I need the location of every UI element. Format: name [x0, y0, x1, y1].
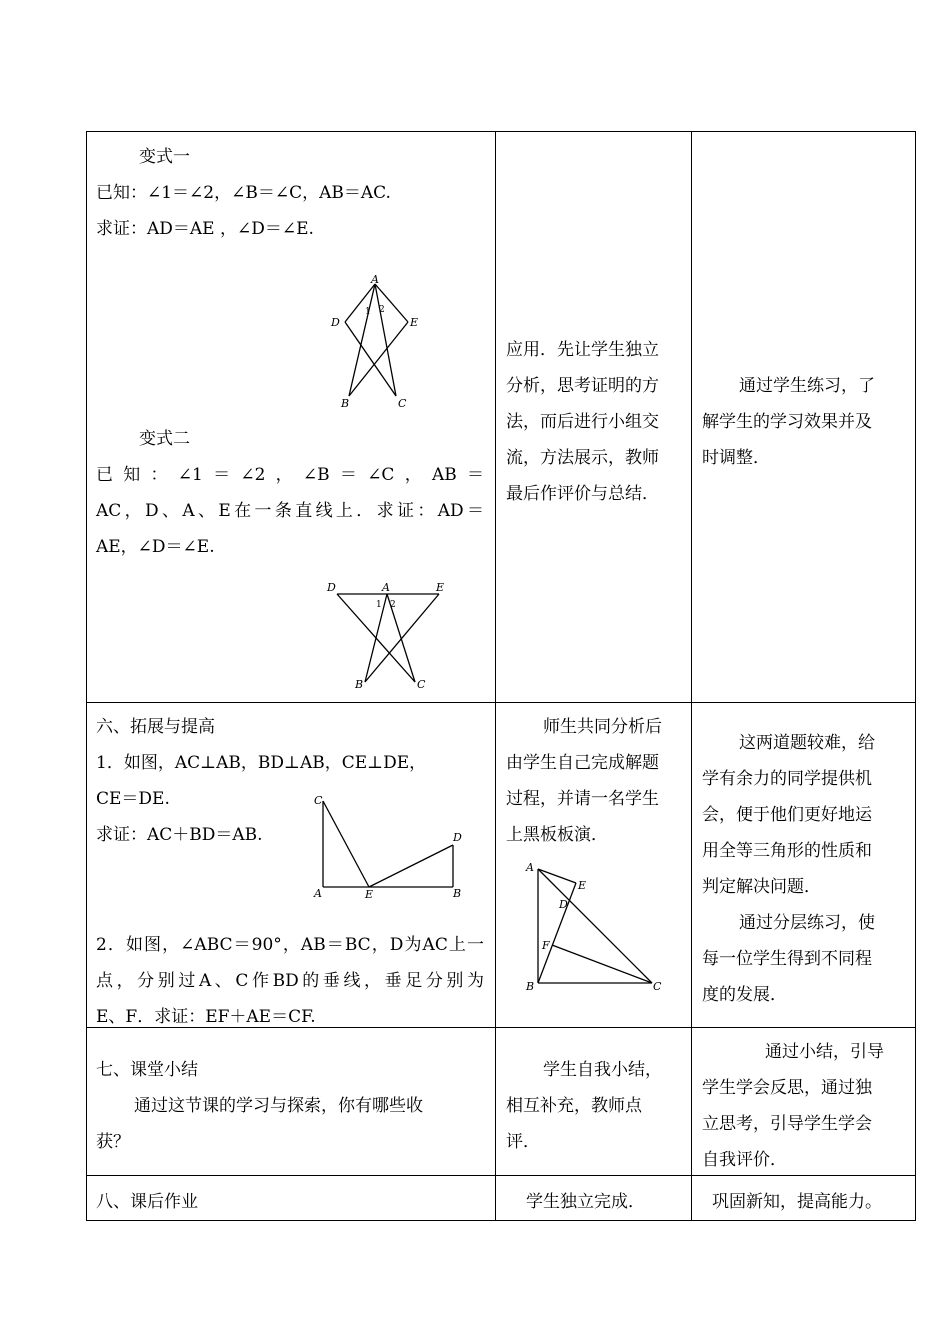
- fig-label-1: 1: [365, 307, 371, 317]
- variant2-line3: AE，∠D＝∠E.: [96, 537, 215, 557]
- fig-label-e: E: [578, 879, 587, 892]
- section-heading: 七、课堂小结: [96, 1060, 198, 1080]
- intent-line: 每一位学生得到不同程: [702, 949, 872, 969]
- summary-line2: 获？: [96, 1132, 130, 1152]
- intent-line: 学有余力的同学提供机: [702, 769, 872, 789]
- lesson-plan-table: [86, 131, 916, 1221]
- section-heading: 六、拓展与提高: [96, 717, 215, 737]
- intent-cell: [692, 132, 916, 703]
- activity-line: 应用．先让学生独立: [506, 340, 659, 360]
- problem1-line2: CE＝DE.: [96, 789, 170, 809]
- fig-label-2: 2: [379, 305, 385, 315]
- intent-line: 解学生的学习效果并及: [702, 412, 872, 432]
- intent-line: 通过分层练习，使: [739, 913, 875, 933]
- activity-figure: [522, 859, 667, 994]
- fig-label-e: E: [436, 581, 445, 594]
- fig-label-2: 2: [390, 600, 396, 610]
- problem1-line1: 1．如图，AC⊥AB，BD⊥AB，CE⊥DE，: [96, 753, 427, 773]
- fig-label-f: F: [542, 939, 550, 952]
- activity-line: 由学生自己完成解题: [506, 753, 659, 773]
- intent-line: 会，便于他们更好地运: [702, 805, 872, 825]
- activity-line: 分析，思考证明的方: [506, 376, 659, 396]
- activity-line: 师生共同分析后: [543, 717, 662, 737]
- intent-cell: [692, 1028, 916, 1176]
- variant1-title: 变式一: [139, 147, 190, 167]
- table-row: [87, 1176, 916, 1221]
- fig-label-c: C: [314, 794, 323, 807]
- intent-line: 这两道题较难，给: [739, 733, 875, 753]
- fig-label-d: D: [559, 898, 568, 911]
- variant2-line1: 已知：∠1＝∠2，∠B＝∠C，AB＝: [96, 465, 484, 485]
- fig-label-c: C: [398, 397, 407, 410]
- problem2-line1: 2．如图，∠ABC＝90°，AB＝BC，D为AC上一: [96, 935, 484, 955]
- fig-label-b: B: [355, 678, 364, 691]
- fig-label-d: D: [331, 316, 340, 329]
- intent-line: 判定解决问题．: [702, 877, 821, 897]
- content-cell: [87, 703, 496, 1028]
- intent-line: 度的发展．: [702, 985, 787, 1005]
- fig-label-d: D: [453, 831, 462, 844]
- activity-cell: [496, 1028, 692, 1176]
- content-cell: [87, 1028, 496, 1176]
- problem1-prove: 求证：AC＋BD＝AB.: [96, 825, 263, 845]
- fig-label-a: A: [526, 861, 534, 874]
- fig-label-b: B: [453, 887, 462, 900]
- fig-label-b: B: [341, 397, 350, 410]
- variant2-figure: [323, 578, 453, 693]
- intent-line: 自我评价．: [702, 1150, 787, 1170]
- problem2-line2: 点，分别过A、C作BD的垂线，垂足分别为: [96, 971, 484, 991]
- activity-line: 学生自我小结，: [543, 1060, 662, 1080]
- content-cell: [87, 1176, 496, 1221]
- intent-line: 立思考，引导学生学会: [702, 1114, 872, 1134]
- activity-line: 相互补充，教师点: [506, 1096, 642, 1116]
- problem1-figure: [309, 787, 469, 902]
- table-row: [87, 703, 916, 1028]
- fig-label-e: E: [365, 888, 374, 901]
- fig-label-1: 1: [376, 600, 382, 610]
- variant1-prove: 求证：AD＝AE ，∠D＝∠E.: [96, 219, 314, 239]
- intent-line: 巩固新知，提高能力。: [712, 1192, 882, 1212]
- activity-line: 最后作评价与总结．: [506, 484, 659, 504]
- intent-line: 通过学生练习，了: [739, 376, 875, 396]
- fig-label-a: A: [314, 887, 322, 900]
- activity-line: 过程，并请一名学生: [506, 789, 659, 809]
- variant1-figure: [325, 274, 425, 414]
- fig-label-a: A: [371, 274, 379, 286]
- activity-cell: [496, 1176, 692, 1221]
- activity-line: 评．: [506, 1132, 540, 1152]
- activity-line: 法，而后进行小组交: [506, 412, 659, 432]
- intent-line: 时调整．: [702, 448, 770, 468]
- summary-line1: 通过这节课的学习与探索，你有哪些收: [134, 1096, 423, 1116]
- fig-label-e: E: [410, 316, 419, 329]
- table-row: [87, 1028, 916, 1176]
- intent-line: 通过小结，引导: [765, 1042, 884, 1062]
- section-heading: 八、课后作业: [96, 1192, 198, 1212]
- table-row: [87, 132, 916, 703]
- variant2-line2: AC，D、A、E在一条直线上．求证：AD＝: [96, 501, 484, 521]
- intent-cell: [692, 703, 916, 1028]
- activity-line: 上黑板板演．: [506, 825, 608, 845]
- content-cell: [87, 132, 496, 703]
- intent-line: 学生学会反思，通过独: [702, 1078, 872, 1098]
- fig-label-d: D: [327, 581, 336, 594]
- variant1-given: 已知：∠1＝∠2，∠B＝∠C，AB＝AC.: [96, 183, 391, 203]
- problem2-line3: E、F．求证：EF＋AE＝CF.: [96, 1007, 316, 1027]
- activity-cell: [496, 703, 692, 1028]
- variant2-title: 变式二: [139, 429, 190, 449]
- activity-line: 学生独立完成．: [526, 1192, 645, 1212]
- activity-line: 流，方法展示，教师: [506, 448, 659, 468]
- intent-cell: [692, 1176, 916, 1221]
- fig-label-c: C: [653, 980, 662, 993]
- fig-label-c: C: [417, 678, 426, 691]
- fig-label-b: B: [526, 980, 535, 993]
- intent-line: 用全等三角形的性质和: [702, 841, 872, 861]
- activity-cell: [496, 132, 692, 703]
- fig-label-a: A: [382, 581, 390, 594]
